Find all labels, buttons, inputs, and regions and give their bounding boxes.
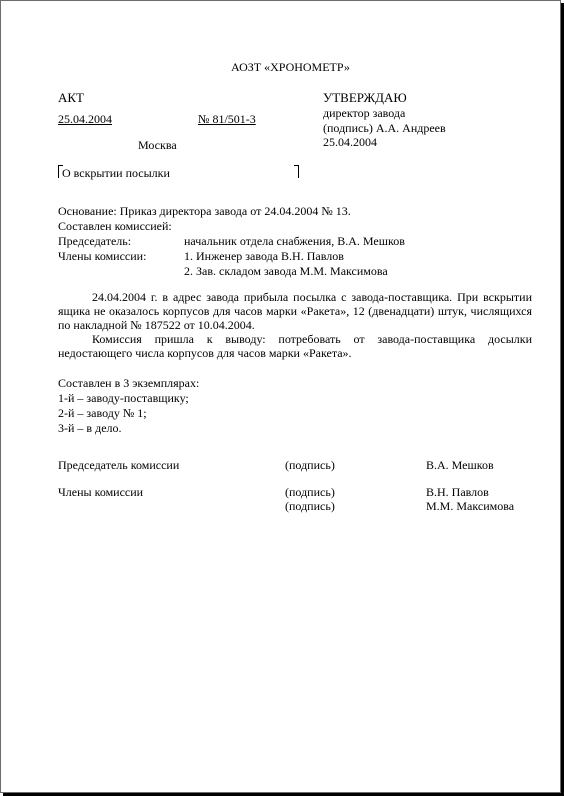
- document-date: 25.04.2004: [58, 112, 112, 126]
- signature-member1-sign: (подпись): [285, 485, 335, 499]
- approval-title: УТВЕРЖДАЮ: [323, 90, 407, 105]
- signature-member2-name: М.М. Максимова: [426, 499, 515, 513]
- subject-bracket-right: [294, 165, 299, 178]
- members-label: Члены комиссии:: [58, 249, 147, 263]
- basis-line: Основание: Приказ директора завода от 24.04.2004 № 13.: [58, 204, 351, 218]
- document-number: № 81/501-3: [198, 112, 256, 126]
- signature-chair-sign: (подпись): [285, 458, 335, 472]
- approval-signature: (подпись) А.А. Андреев: [323, 121, 446, 135]
- approval-position: директор завода: [323, 106, 406, 120]
- signature-member1-name: В.Н. Павлов: [426, 485, 489, 499]
- body-paragraph: 24.04.2004 г. в адрес завода прибыла посылка с завода-поставщика. При вскрытии ящика не оказалось корпусов для часов марки «Ракета», 12 (двенадцати) штук, числящихся по накладной № 187522 от 10.04.2004.: [58, 290, 532, 332]
- signature-chair-label: Председатель комиссии: [58, 458, 180, 472]
- document-type: АКТ: [58, 90, 84, 105]
- body-text: [58, 290, 532, 360]
- body-paragraph: Комиссия пришла к выводу: потребовать от завода-поставщика досылки недостающего числа корпусов для часов марки «Ракета».: [58, 332, 532, 360]
- signature-member2-sign: (подпись): [285, 499, 335, 513]
- approval-date: 25.04.2004: [323, 135, 377, 149]
- copy-item: 2-й – заводу № 1;: [58, 406, 147, 420]
- committee-intro: Составлен комиссией:: [58, 219, 172, 233]
- signature-members-label: Члены комиссии: [58, 485, 144, 499]
- member-item: 1. Инженер завода В.Н. Павлов: [184, 249, 344, 263]
- chair-label: Председатель:: [58, 234, 132, 248]
- organization-name: АОЗТ «ХРОНОМЕТР»: [231, 60, 350, 74]
- member-item: 2. Зав. складом завода М.М. Максимова: [184, 264, 388, 278]
- signature-chair-name: В.А. Мешков: [426, 458, 494, 472]
- copy-item: 3-й – в дело.: [58, 421, 122, 435]
- copy-item: 1-й – заводу-поставщику;: [58, 391, 189, 405]
- copies-intro: Составлен в 3 экземплярах:: [58, 376, 200, 390]
- document-city: Москва: [138, 138, 177, 152]
- chair-value: начальник отдела снабжения, В.А. Мешков: [184, 234, 405, 248]
- document-subject: О вскрытии посылки: [62, 166, 170, 180]
